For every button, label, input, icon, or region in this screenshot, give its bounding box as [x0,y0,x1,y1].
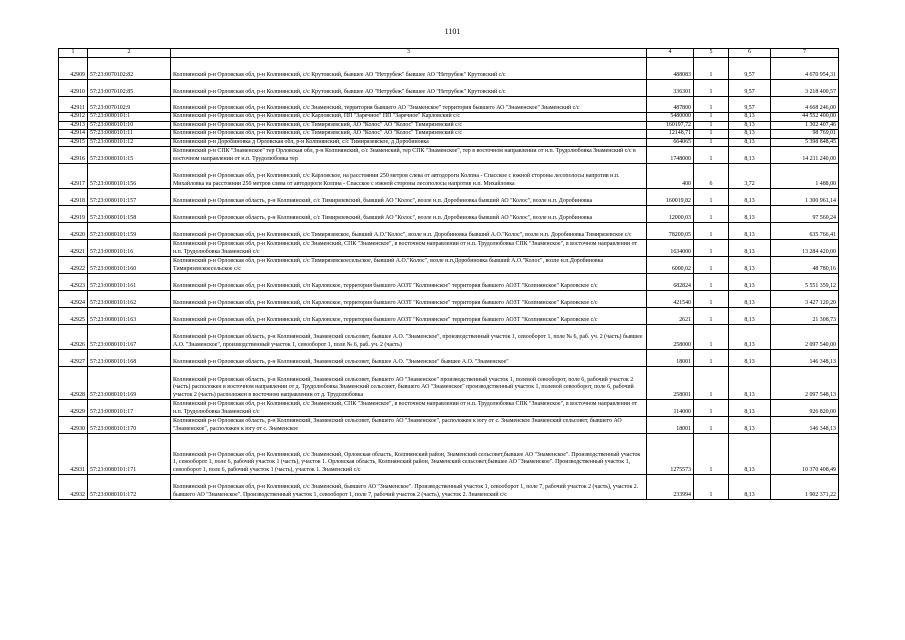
cadastral-number: 57:23:0080101:172 [88,475,171,500]
plot-description: Колпнянский р-н Орловская обл, р-н Колпнянский, с/п Карловское, территория бывшего АОЗТ "Колпнянское" территория бывшего АОЗТ "Колпнянское" Карловское с/с [171,274,647,291]
column-5-value: 1 [694,147,729,164]
plot-area: 12148,71 [647,130,694,139]
header-row [59,49,839,58]
table-row [59,189,839,206]
cadastral-number: 57:23:0080101:10 [88,121,171,130]
table-row [59,291,839,308]
row-number: 42911 [59,97,88,113]
cadastral-number: 57:23:0080101:12 [88,138,171,147]
plot-description: Колпнянский р-н Орловская обл, р-н Колпнянский, с/с Тимирязевский, АО "Колос" АО "Колос" Тимирязевский с/с [171,121,647,130]
plot-area: 2621 [647,308,694,325]
row-number: 42913 [59,121,88,130]
table-row [59,400,839,417]
table-row [59,138,839,147]
cadastral-value: 3 218 400,57 [771,80,839,97]
column-6-value: 8,13 [729,417,771,434]
cadastral-value: 21 308,73 [771,308,839,325]
column-5-value: 1 [694,189,729,206]
cadastral-number: 57:23:0080101:159 [88,223,171,240]
column-6-value: 8,13 [729,475,771,500]
cadastral-number: 57:23:0080101:157 [88,189,171,206]
column-6-value: 8,13 [729,308,771,325]
plot-area: 258000 [647,325,694,350]
row-number: 42919 [59,206,88,223]
table-row [59,367,839,400]
cadastral-number: 57:23:0070102:82 [88,58,171,80]
row-number: 42930 [59,417,88,434]
land-plots-table [58,48,839,500]
col-header-7: 7 [771,49,839,58]
row-number: 42921 [59,240,88,257]
row-number: 42916 [59,147,88,164]
column-6-value: 8,13 [729,400,771,417]
column-6-value: 8,13 [729,147,771,164]
row-number: 42925 [59,308,88,325]
plot-description: Колпнянский р-н Орловская область, р-н Колпнянский, Знаменский сельсовет, бывшего АО "Знаменское", расположен к югу от с. Знаменское Знаменский сельсовет, бывшего АО "Знаменское", расположен к югу от с. Знаменское [171,417,647,434]
column-5-value: 1 [694,130,729,139]
column-6-value: 8,13 [729,291,771,308]
table-row [59,97,839,113]
plot-area: 233994 [647,475,694,500]
row-number: 42910 [59,80,88,97]
column-6-value: 8,13 [729,434,771,475]
plot-description: Колпнянский р-н СПК "Знаменское" тер Орловская обл, р-н Колпнянский, с/с Знаменский, тер СПК "Знаменское", тер в восточном направлении от н.п. Трудолюбовка Знаменский с/с в восточном направлении от н.п. Трудолюбовка тер [171,147,647,164]
cadastral-number: 57:23:0080101:156 [88,164,171,189]
row-number: 42909 [59,58,88,80]
column-5-value: 1 [694,350,729,367]
cadastral-value: 2 097 540,00 [771,325,839,350]
cadastral-number: 57:23:0080101:158 [88,206,171,223]
column-5-value: 1 [694,434,729,475]
column-6-value: 8,13 [729,257,771,274]
plot-area: 5480000 [647,113,694,122]
cadastral-number: 57:23:0080101:161 [88,274,171,291]
plot-description: Колпнянский р-н Орловская область, р-н Колпнянский, Знаменский сельсовет, бывшего АО "Знаменское" производственный участок 1, полевой севооборот, поле 6, рабочий участок 2 (часть) расположен в восточном направлении от д. Трудолюбовка Знаменский сельсовет, бывшего АО "Знаменское" производственный участок 1, полевой севооборот, поле 6, рабочий участок 2 (часть) расположен в восточном направлении от д. Трудолюбовка [171,367,647,400]
cadastral-number: 57:23:0080101:171 [88,434,171,475]
cadastral-value: 5 398 848,45 [771,138,839,147]
column-5-value: 1 [694,80,729,97]
column-5-value: 1 [694,325,729,350]
plot-description: Колпнянский р-н Орловская обл, р-н Колпнянский, с/с Тимирязевский, АО "Колос" АО "Колос" Тимирязевский с/с [171,130,647,139]
table-row [59,206,839,223]
plot-description: Колпнянский р-н Орловская обл, р-н Колпнянский, с/с Карловское, на расстоянии 250 метров слева от автодороги Колпна - Спасское с южной стороны лесополосы напротив н.п. Михайловка на расстоянии 250 метров слева от автодороги Колпна - Спасское с южной стороны лесополосы напротив н.п. Михайловка [171,164,647,189]
plot-description: Колпнянский р-н Орловская обл, р-н Колпнянский, с/с Крутовский, бывшее АО "Нетрубеж" бывшее АО "Нетрубеж" Крутовский с/с [171,58,647,80]
cadastral-number: 57:23:0080101:168 [88,350,171,367]
plot-area: 12000,03 [647,206,694,223]
col-header-3: 3 [171,49,647,58]
col-header-1: 1 [59,49,88,58]
table-row [59,417,839,434]
row-number: 42922 [59,257,88,274]
table-row [59,434,839,475]
row-number: 42929 [59,400,88,417]
row-number: 42932 [59,475,88,500]
column-5-value: 1 [694,367,729,400]
table-row [59,475,839,500]
table-row [59,308,839,325]
plot-description: Колпнянский р-н Орловская обл, р-н Колпнянский, с/с Тимирязевское, бывший А.О."Колос", возле н.п. Доробиновка бывший А.О."Колос", возле н.п. Доробиновка Тимирязевское с/с [171,223,647,240]
plot-area: 78200,05 [647,223,694,240]
plot-area: 400 [647,164,694,189]
table-row [59,325,839,350]
column-5-value: 1 [694,417,729,434]
column-5-value: 1 [694,274,729,291]
cadastral-number: 57:23:0080101:162 [88,291,171,308]
plot-description: Колпнянский р-н Орловская обл, р-н Колпнянский, с/п Карловское, территория бывшего АОЗТ "Колпнянское" территория бывшего АОЗТ "Колпнянское" Карловское с/с [171,291,647,308]
col-header-6: 6 [729,49,771,58]
cadastral-value: 13 284 420,00 [771,240,839,257]
plot-area: 421540 [647,291,694,308]
column-6-value: 8,13 [729,138,771,147]
cadastral-value: 2 097 548,13 [771,367,839,400]
cadastral-number: 57:23:0080101:15 [88,147,171,164]
column-5-value: 1 [694,138,729,147]
table-row [59,80,839,97]
column-6-value: 8,13 [729,240,771,257]
plot-description: Колпнянский р-н Орловская обл, р-н Колпнянский, с/с Крутовский, бывшее АО "Нетрубеж" бывшее АО "Нетрубеж" Крутовский с/с [171,80,647,97]
row-number: 42926 [59,325,88,350]
cadastral-value: 3 427 120,20 [771,291,839,308]
plot-area: 114000 [647,400,694,417]
table-row [59,223,839,240]
cadastral-number: 57:23:0080101:160 [88,257,171,274]
cadastral-number: 57:23:0080101:167 [88,325,171,350]
column-6-value: 8,13 [729,130,771,139]
table-row [59,164,839,189]
table-row [59,274,839,291]
cadastral-number: 57:23:0070102:9 [88,97,171,113]
column-6-value: 3,72 [729,164,771,189]
plot-area: 6000,02 [647,257,694,274]
plot-area: 258001 [647,367,694,400]
plot-description: Колпнянский р-н Орловская обл, р-н Колпнянский, с/с Знаменский, бывшего АО "Знаменское". Производственный участок 1, севооборот 1, поле 7, рабочий участок 2 (часть), участок 2. бывшего АО "Знаменское". Производственный участок 1, севооборот 1, поле 7, рабочий участок 2 (часть), участок 2. Знаменский с/с [171,475,647,500]
cadastral-number: 57:23:0080101:169 [88,367,171,400]
column-6-value: 8,13 [729,189,771,206]
plot-description: Колпнянский р-н Орловская область, р-н Колпнянский, с/с Тимирязевский, бывший АО "Колос", возле н.п. Доробиновка бывший АО "Колос", возле н.п. Доробиновка [171,189,647,206]
column-5-value: 1 [694,308,729,325]
row-number: 42917 [59,164,88,189]
row-number: 42912 [59,113,88,122]
plot-area: 1748000 [647,147,694,164]
column-5-value: 1 [694,400,729,417]
cadastral-value: 98 769,01 [771,130,839,139]
cadastral-value: 10 370 408,49 [771,434,839,475]
cadastral-value: 926 820,00 [771,400,839,417]
cadastral-value: 635 766,41 [771,223,839,240]
cadastral-value: 14 211 240,00 [771,147,839,164]
column-5-value: 1 [694,206,729,223]
column-5-value: 1 [694,121,729,130]
plot-area: 487800 [647,97,694,113]
plot-area: 18001 [647,417,694,434]
column-5-value: 1 [694,240,729,257]
column-6-value: 9,57 [729,97,771,113]
plot-description: Колпнянский р-н Орловская область, р-н Колпнянский, с/с Тимирязевский, бывший АО "Колос", возле н.п. Доробиновка бывший АО "Колос", возле н.п. Доробиновка [171,206,647,223]
cadastral-value: 1 488,00 [771,164,839,189]
table-row [59,130,839,139]
plot-area: 160019,82 [647,189,694,206]
plot-area: 18001 [647,350,694,367]
plot-area: 488083 [647,58,694,80]
plot-area: 336301 [647,80,694,97]
col-header-2: 2 [88,49,171,58]
col-header-4: 4 [647,49,694,58]
column-6-value: 8,13 [729,325,771,350]
row-number: 42915 [59,138,88,147]
table-row [59,350,839,367]
cadastral-value: 1 902 371,22 [771,475,839,500]
cadastral-value: 1 300 961,14 [771,189,839,206]
cadastral-value: 97 560,24 [771,206,839,223]
cadastral-number: 57:23:0080101:163 [88,308,171,325]
cadastral-number: 57:23:0080101:16 [88,240,171,257]
plot-description: Колпнянский р-н Орловская обл, р-н Колпнянский, с/с Знаменский, СПК "Знаменское", в восточном направлении от н.п. Трудолюбовка СПК "Знаменское", в восточном направлении от н.п. Трудолюбовка Знаменский с/с [171,240,647,257]
table-row [59,147,839,164]
table-row [59,121,839,130]
plot-area: 1275573 [647,434,694,475]
column-6-value: 8,13 [729,121,771,130]
column-5-value: 1 [694,97,729,113]
cadastral-number: 57:23:0080101:1 [88,113,171,122]
table-row [59,58,839,80]
plot-description: Колпнянский р-н Орловская обл, р-н Колпнянский, с/с Тимирязевскоесельское, бывший А.О."Колос", возле н.п.Доробиновка бывший А.О."Колос", возле н.п.Доробиновка Тимирязевскоесельское с/с [171,257,647,274]
cadastral-value: 146 348,13 [771,417,839,434]
cadastral-value: 146 348,13 [771,350,839,367]
plot-description: Колпнянский р-н Орловская обл, р-н Колпнянский, с/с Знаменский, территория бывшего АО "Знаменское" территория бывшего АО "Знаменское" Знаменский с/с [171,97,647,113]
column-5-value: 1 [694,257,729,274]
cadastral-value: 1 302 407,46 [771,121,839,130]
plot-description: Колпнянский р-н Орловская обл, р-н Колпнянский, с/п Карловское, территория бывшего АОЗТ "Колпнянское" территория бывшего АОЗТ "Колпнянское" Карловское с/с [171,308,647,325]
cadastral-value: 4 670 954,31 [771,58,839,80]
row-number: 42918 [59,189,88,206]
cadastral-number: 57:23:0070102:85 [88,80,171,97]
plot-area: 1634000 [647,240,694,257]
col-header-5: 5 [694,49,729,58]
plot-description: Колпнянский р-н Орловская обл, р-н Колпнянский, с/с Знаменский, Орловская область, Колпнянский район, Знаменский сельсовет,бывшее АО "Знаменское". Производственный участок 1, севооборот 1, поле 6, рабочий участок 1 (часть), участок 1. Орловская область, Колпнянский район, Знаменский сельсовет,бывшее АО "Знаменское". Производственный участок 1, севооборот 1, поле 6, рабочий участок 1 (часть), участок 1. Знаменский с/с [171,434,647,475]
column-6-value: 9,57 [729,80,771,97]
row-number: 42931 [59,434,88,475]
row-number: 42914 [59,130,88,139]
column-6-value: 9,57 [729,58,771,80]
row-number: 42928 [59,367,88,400]
cadastral-number: 57:23:0080101:170 [88,417,171,434]
column-5-value: 1 [694,475,729,500]
row-number: 42927 [59,350,88,367]
table-row [59,113,839,122]
table-row [59,257,839,274]
column-5-value: 1 [694,223,729,240]
plot-area: 664065 [647,138,694,147]
column-6-value: 8,13 [729,274,771,291]
plot-description: Колпнянский р-н Орловская область, р-н Колпнянский, Знаменский сельсовет, бывшее А.О. "Знаменское" бывшее А.О. "Знаменское" [171,350,647,367]
plot-description: Колпнянский р-н Орловская обл, р-н Колпнянский, с/с Карловский, ПП "Заречное" ПП "Заречное" Карловский с/с [171,113,647,122]
column-5-value: 1 [694,58,729,80]
column-6-value: 8,13 [729,206,771,223]
column-6-value: 8,13 [729,223,771,240]
column-6-value: 8,13 [729,113,771,122]
column-5-value: 6 [694,164,729,189]
row-number: 42920 [59,223,88,240]
cadastral-number: 57:23:0080101:11 [88,130,171,139]
row-number: 42923 [59,274,88,291]
plot-description: Колпнянский р-н Орловская обл, р-н Колпнянский, с/с Знаменский, СПК "Знаменское", в восточном направлении от н.п. Трудолюбовка СПК "Знаменское", в восточном направлении от н.п. Трудолюбовка Знаменский с/с [171,400,647,417]
plot-description: Колпнянский р-н Орловская область, р-н Колпнянский, Знаменский сельсовет, бывшее А.О. "Знаменское", производственный участок 1, севооборот 1, поле № 6, раб. уч. 2 (часть) бывшее А.О. "Знаменское", производственный участок 1, севооборот 1, поле № 6, раб. уч. 2 (часть) [171,325,647,350]
row-number: 42924 [59,291,88,308]
column-5-value: 1 [694,113,729,122]
table-row [59,240,839,257]
plot-area: 160197,72 [647,121,694,130]
cadastral-number: 57:23:0080101:17 [88,400,171,417]
cadastral-value: 48 780,16 [771,257,839,274]
plot-description: Колпнянский р-н Доробиновка д Орловская обл, р-н Колпнянский, с/с Тимирязевское, д Доробиновка [171,138,647,147]
cadastral-value: 44 552 400,00 [771,113,839,122]
column-5-value: 1 [694,291,729,308]
column-6-value: 8,13 [729,350,771,367]
plot-area: 682824 [647,274,694,291]
column-6-value: 8,13 [729,367,771,400]
page-number: 1101 [444,27,461,36]
cadastral-value: 5 551 359,12 [771,274,839,291]
cadastral-value: 4 668 246,00 [771,97,839,113]
